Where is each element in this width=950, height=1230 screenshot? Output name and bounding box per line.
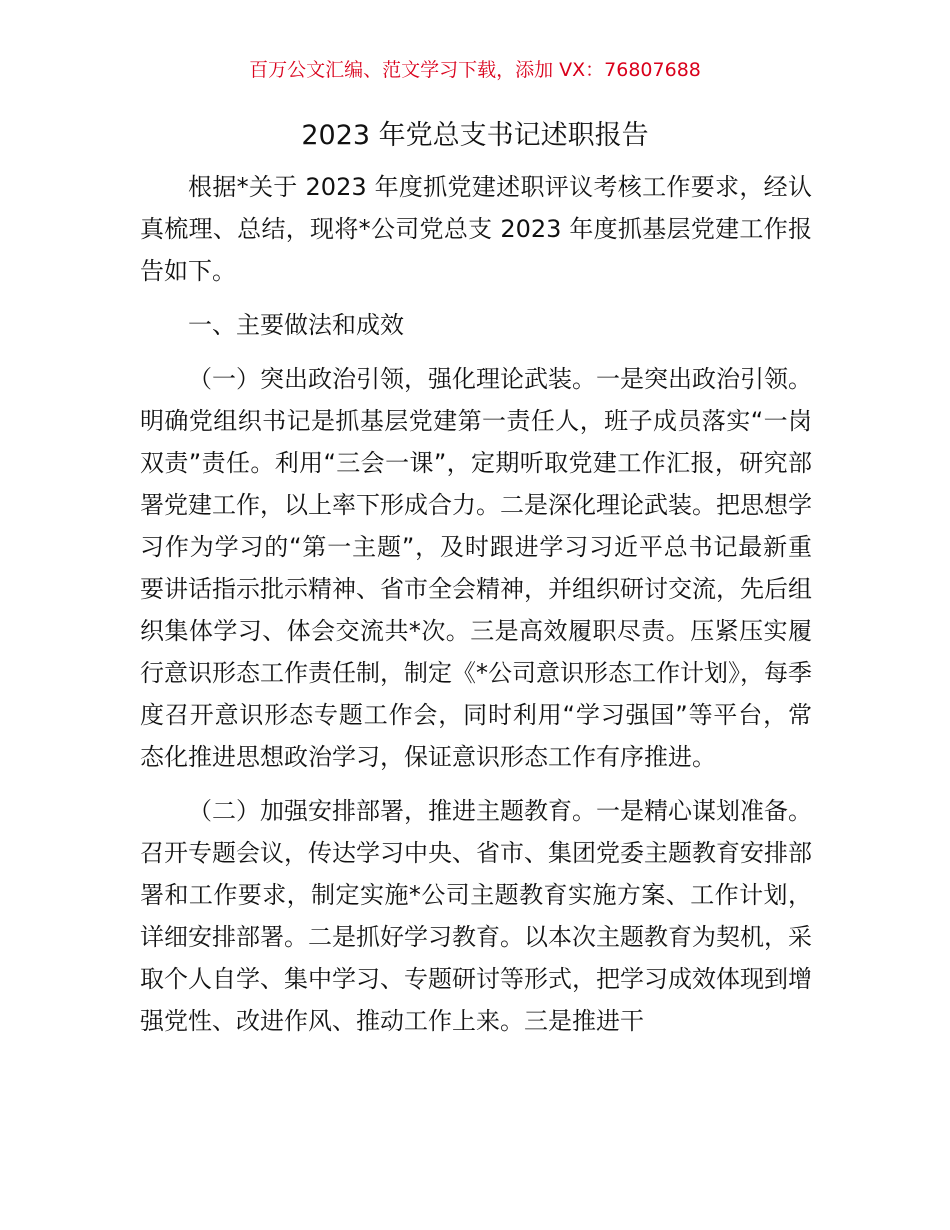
subsection-paragraph-2: （二）加强安排部署，推进主题教育。一是精心谋划准备。召开专题会议，传达学习中央、省市、集团党委主题教育安排部署和工作要求，制定实施*公司主题教育实施方案、工作计划，详细安排部署。二是抓好学习教育。以本次主题教育为契机，采取个人自学、集中学习、专题研讨等形式，把学习成效体现到增强党性、改进作风、推动工作上来。三是推进干: [140, 797, 812, 1035]
page-title: 2023 年党总支书记述职报告: [301, 120, 649, 151]
subsection-paragraph-1: （一）突出政治引领，强化理论武装。一是突出政治引领。明确党组织书记是抓基层党建第一责任人，班子成员落实“一岗双责”责任。利用“三会一课”，定期听取党建工作汇报，研究部署党建工作，以上率下形成合力。二是深化理论武装。把思想学习作为学习的“第一主题”，及时跟进学习习近平总书记最新重要讲话指示批示精神、省市全会精神，并组织研讨交流，先后组织集体学习、体会交流共*次。三是高效履职尽责。压紧压实履行意识形态工作责任制，制定《*公司意识形态工作计划》，每季度召开意识形态专题工作会，同时利用“学习强国”等平台，常态化推进思想政治学习，保证意识形态工作有序推进。: [140, 365, 812, 771]
watermark-header: 百万公文汇编、范文学习下载，添加 VX：76807688: [249, 59, 701, 81]
intro-paragraph: 根据*关于 2023 年度抓党建述职评议考核工作要求，经认真梳理、总结，现将*公司党总支 2023 年度抓基层党建工作报告如下。: [140, 173, 812, 285]
section-heading: 一、主要做法和成效: [188, 311, 404, 339]
document-body: [140, 166, 812, 1042]
